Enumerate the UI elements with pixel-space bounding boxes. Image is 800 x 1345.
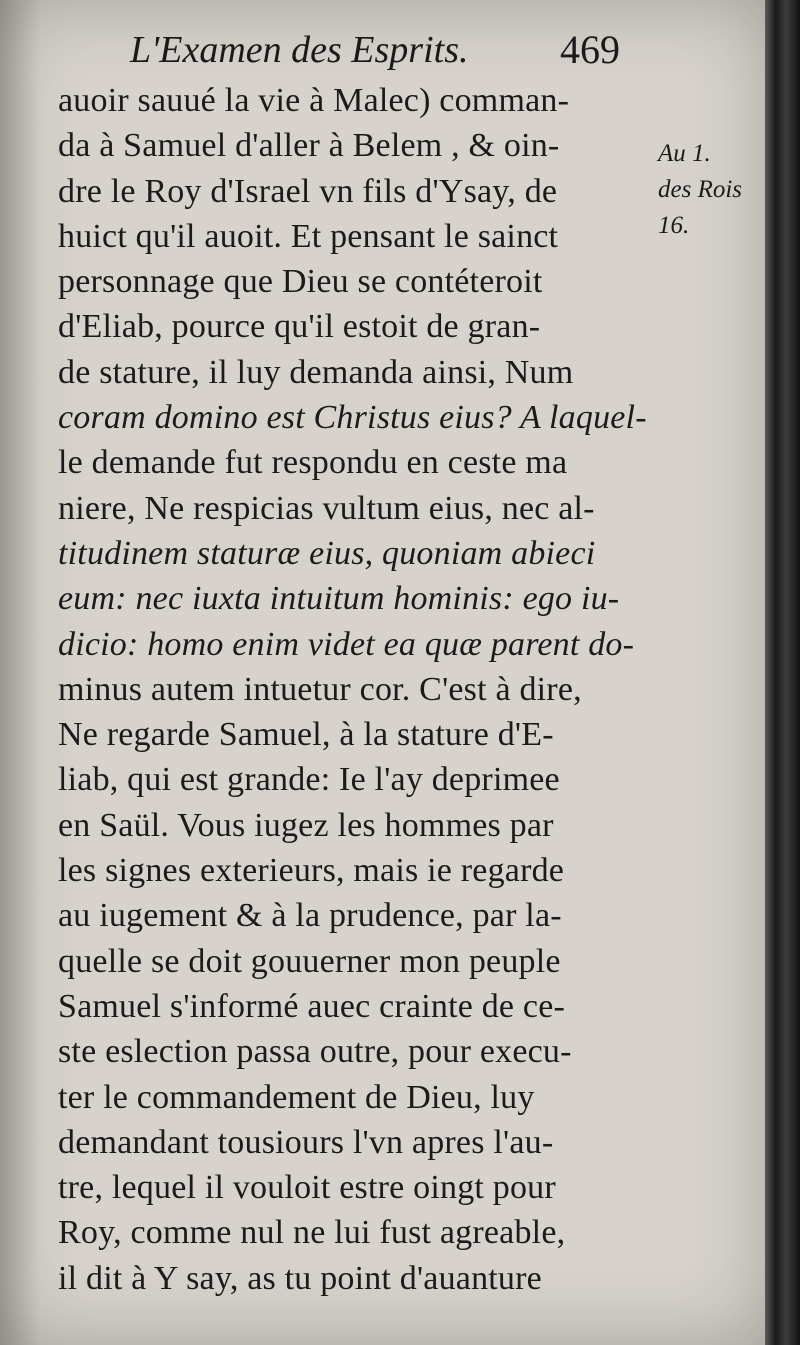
text-line: tre, lequel il vouloit estre oingt pour — [58, 1169, 556, 1207]
text-line: Ne regarde Samuel, à la stature d'E- — [58, 716, 554, 754]
text-line: liab, qui est grande: Ie l'ay deprimee — [58, 761, 560, 799]
marginal-note — [658, 136, 763, 244]
page-number: 469 — [560, 27, 620, 72]
page-edge — [765, 0, 800, 1345]
gutter-shadow — [0, 0, 40, 1345]
text-line: en Saül. Vous iugez les hommes par — [58, 806, 554, 844]
text-line: coram domino est Christus eius? A laquel- — [58, 399, 647, 437]
text-line: titudinem staturæ eius, quoniam abieci — [58, 534, 596, 572]
text-line: auoir sauué la vie à Malec) comman- — [58, 82, 570, 119]
marginal-note-line: des Rois — [658, 176, 743, 203]
text-line: minus autem intuetur cor. C'est à dire, — [58, 670, 582, 708]
text-line: demandant tousiours l'vn apres l'au- — [58, 1123, 554, 1161]
text-line: ter le commandement de Dieu, luy — [58, 1078, 535, 1116]
body-text — [58, 78, 658, 1301]
marginal-note-line: 16. — [658, 212, 690, 239]
text-line: dicio: homo enim videt ea quæ parent do- — [58, 625, 635, 663]
text-line: niere, Ne respicias vultum eius, nec al- — [58, 489, 595, 527]
text-line: le demande fut respondu en ceste ma — [58, 444, 568, 482]
text-line: les signes exterieurs, mais ie regarde — [58, 852, 565, 890]
text-line: eum: nec iuxta intuitum hominis: ego iu- — [58, 580, 620, 618]
text-line: de stature, il luy demanda ainsi, Num — [58, 353, 574, 391]
running-title: L'Examen des Esprits. — [130, 29, 469, 71]
text-line: au iugement & à la prudence, par la- — [58, 897, 562, 935]
text-line: da à Samuel d'aller à Belem , & oin- — [58, 127, 560, 165]
text-line: il dit à Y say, as tu point d'auanture — [58, 1259, 542, 1297]
text-line: Samuel s'informé auec crainte de ce- — [58, 987, 566, 1025]
text-line: ste eslection passa outre, pour execu- — [58, 1033, 572, 1071]
text-line: quelle se doit gouuerner mon peuple — [58, 942, 561, 980]
text-line: huict qu'il auoit. Et pensant le sainct — [58, 217, 559, 255]
running-head — [130, 28, 650, 78]
marginal-note-line: Au 1. — [658, 140, 711, 167]
text-line: personnage que Dieu se contéteroit — [58, 263, 543, 301]
text-line: Roy, comme nul ne lui fust agreable, — [58, 1214, 566, 1252]
text-line: d'Eliab, pource qu'il estoit de gran- — [58, 308, 541, 346]
text-line: dre le Roy d'Israel vn fils d'Ysay, de — [58, 172, 558, 210]
